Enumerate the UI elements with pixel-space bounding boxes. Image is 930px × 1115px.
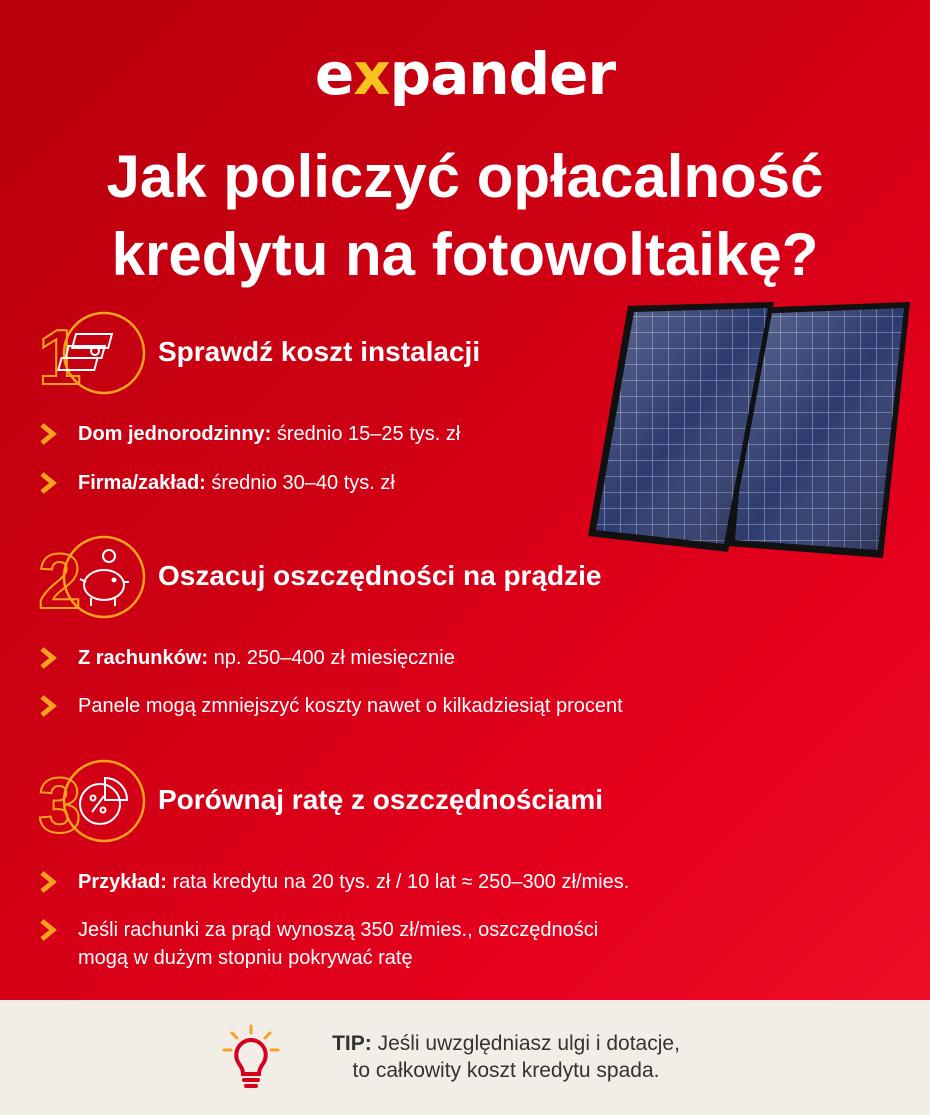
tip-line-1: Jeśli uwzględniasz ulgi i dotacje, (371, 1032, 680, 1055)
step-badge-3 (38, 752, 148, 852)
chevron-right-icon (38, 647, 60, 669)
logo-x: x (353, 40, 390, 108)
bullet-text-line2: mogą w dużym stopniu pokrywać ratę (78, 947, 413, 969)
section-title: Oszacuj oszczędności na prądzie (158, 560, 602, 591)
list-item (38, 420, 460, 448)
bullet-bold: Dom jednorodzinny: (78, 423, 272, 445)
list-item (38, 916, 598, 972)
piggy-bank-icon (80, 550, 129, 606)
step-badge-1 (38, 304, 148, 404)
lightbulb-icon (220, 1024, 282, 1092)
list-item (38, 469, 395, 497)
pie-chart-percent-icon (80, 778, 127, 824)
solar-panels-image (588, 300, 918, 565)
section-title: Sprawdź koszt instalacji (158, 336, 481, 367)
bullet-text: średnio 15–25 tys. zł (271, 423, 461, 445)
bullet-text: rata kredytu na 20 tys. zł / 10 lat ≈ 250–300 zł/mies. (166, 871, 630, 893)
chevron-right-icon (38, 472, 60, 494)
bullet-text: Jeśli rachunki za prąd wynoszą 350 zł/mies., oszczędności (78, 919, 599, 941)
logo-part: pander (389, 40, 616, 108)
chevron-right-icon (38, 919, 60, 941)
step-number: 1 (38, 313, 82, 401)
expander-logo (0, 40, 930, 108)
chevron-right-icon (38, 871, 60, 893)
logo-part: e (314, 40, 354, 108)
bullet-text: np. 250–400 zł miesięcznie (208, 647, 455, 669)
step-number: 3 (38, 761, 82, 849)
chevron-right-icon (38, 695, 60, 717)
section-energy-savings (38, 528, 778, 728)
bullet-text: Panele mogą zmniejszyć koszty nawet o kilkadziesiąt procent (78, 695, 623, 717)
title-line-1: Jak policzyć opłacalność (106, 143, 824, 210)
list-item (38, 692, 623, 720)
section-title: Porównaj ratę z oszczędnościami (158, 784, 604, 815)
bullet-bold: Przykład: (78, 871, 167, 893)
bullet-bold: Firma/zakład: (78, 472, 206, 494)
bullet-text: średnio 30–40 tys. zł (205, 472, 395, 494)
tip-text (296, 1030, 716, 1084)
list-item (38, 868, 629, 896)
section-compare-installment (38, 752, 818, 982)
section-installation-cost (38, 304, 598, 504)
title-line-2: kredytu na fotowoltaikę? (111, 221, 819, 288)
step-number: 2 (38, 537, 82, 625)
bullet-bold: Z rachunków: (78, 647, 209, 669)
list-item (38, 644, 455, 672)
page-title (20, 138, 910, 294)
tip-label: TIP: (332, 1032, 372, 1055)
step-badge-2 (38, 528, 148, 628)
tip-line-2: to całkowity koszt kredytu spada. (352, 1059, 660, 1082)
chevron-right-icon (38, 423, 60, 445)
